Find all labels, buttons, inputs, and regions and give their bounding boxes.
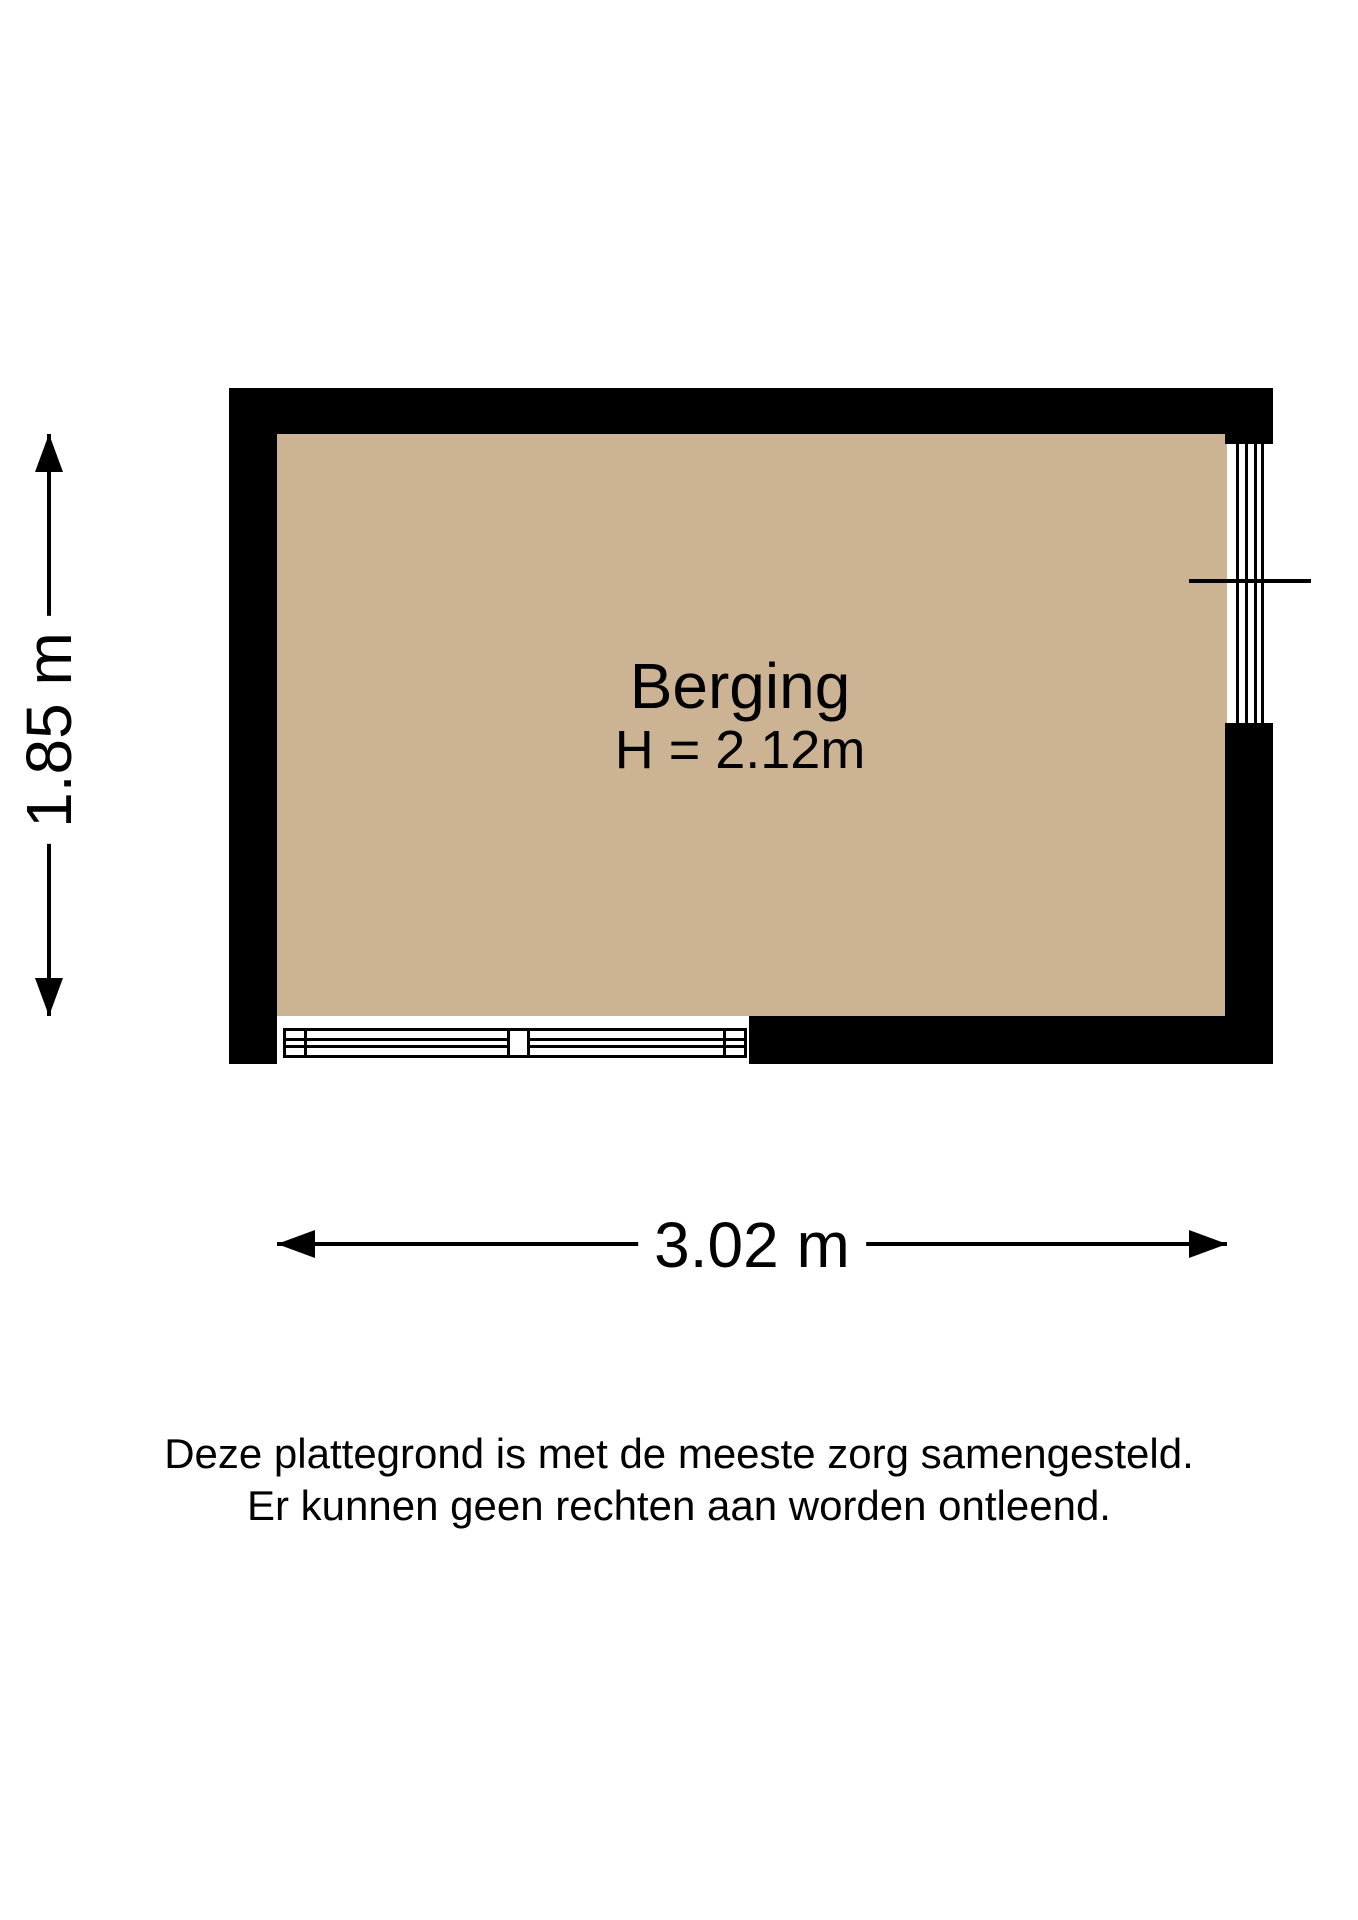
bottom-window-right-post bbox=[723, 1031, 726, 1055]
wall-top bbox=[229, 388, 1273, 434]
arrowhead-down-icon bbox=[35, 978, 63, 1016]
width-dimension-label: 3.02 m bbox=[638, 1208, 866, 1282]
height-dimension-label: 1.85 m bbox=[12, 616, 86, 844]
disclaimer bbox=[0, 1428, 1358, 1532]
bottom-window bbox=[277, 1016, 749, 1064]
room-ceiling-height: H = 2.12m bbox=[614, 720, 866, 780]
disclaimer-line2: Er kunnen geen rechten aan worden ontleend. bbox=[247, 1482, 1111, 1529]
wall-left bbox=[229, 388, 277, 1064]
bottom-window-mullion bbox=[507, 1028, 530, 1058]
room-name: Berging bbox=[629, 650, 851, 722]
arrowhead-left-icon bbox=[277, 1230, 315, 1258]
bottom-window-frame bbox=[283, 1028, 747, 1058]
disclaimer-line1: Deze plattegrond is met de meeste zorg samengesteld. bbox=[164, 1430, 1194, 1477]
room-label bbox=[615, 652, 866, 780]
arrowhead-up-icon bbox=[35, 434, 63, 472]
wall-right-lower bbox=[1225, 723, 1273, 1064]
wall-right-upper bbox=[1225, 388, 1273, 444]
right-opening-tick bbox=[1189, 579, 1311, 583]
bottom-window-left-post bbox=[304, 1031, 307, 1055]
arrowhead-right-icon bbox=[1189, 1230, 1227, 1258]
wall-bottom bbox=[749, 1016, 1273, 1064]
